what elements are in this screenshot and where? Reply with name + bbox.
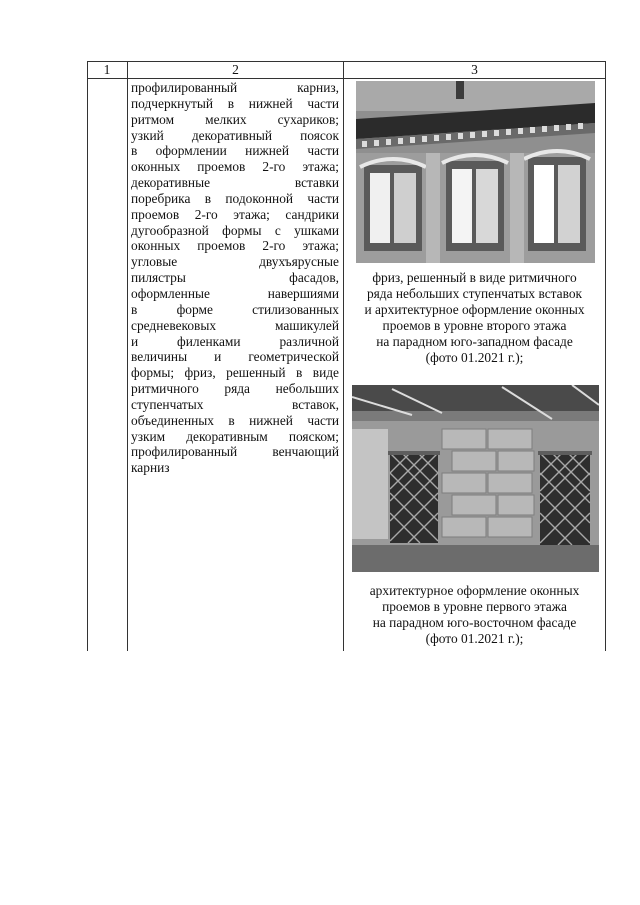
caption-line: (фото 01.2021 г.); bbox=[425, 349, 524, 365]
caption-line: фриз, решенный в виде ритмичного bbox=[372, 270, 577, 285]
text-line: средневековых машикулей bbox=[131, 317, 339, 333]
caption-line: архитектурное оформление оконных bbox=[369, 583, 580, 598]
photo-2-caption bbox=[344, 583, 605, 647]
text-line: дугообразной формы с ушками bbox=[131, 222, 339, 238]
caption-line: на парадном юго-восточном фасаде bbox=[372, 614, 577, 630]
text-line: величины и геометрической bbox=[131, 349, 339, 365]
caption-line: и архитектурное оформление оконных bbox=[364, 301, 585, 317]
table-left-border bbox=[87, 61, 88, 651]
text-line: оконных проемов 2-го этажа; bbox=[131, 238, 339, 254]
col1-col2-divider bbox=[127, 61, 128, 651]
table-right-border bbox=[605, 61, 606, 651]
caption-line: ряда небольших ступенчатых вставок bbox=[366, 285, 583, 301]
text-line: в оформлении нижней части bbox=[131, 143, 339, 159]
text-line: узкий декоративный поясок bbox=[131, 127, 339, 143]
text-line: объединенных в нижней части bbox=[131, 412, 339, 428]
caption-line: (фото 01.2021 г.); bbox=[425, 630, 524, 646]
caption-line: проемов в уровне первого этажа bbox=[382, 598, 567, 614]
text-line: декоративные вставки bbox=[131, 175, 339, 191]
caption-line: проемов в уровне второго этажа bbox=[382, 317, 567, 333]
text-line: оформленные навершиями bbox=[131, 285, 339, 301]
caption-line: на парадном юго-западном фасаде bbox=[376, 333, 573, 349]
text-line: в форме стилизованных bbox=[131, 301, 339, 317]
windows-photo-illustration bbox=[352, 385, 599, 572]
text-line: профилированный венчающий bbox=[131, 444, 339, 460]
text-line: узким декоративным пояском; bbox=[131, 428, 339, 444]
column-header-2: 2 bbox=[232, 62, 239, 77]
text-line: угловые двухъярусные bbox=[131, 254, 339, 270]
text-line: профилированный карниз, bbox=[131, 80, 339, 95]
column-2-description bbox=[131, 80, 339, 476]
column-header-1: 1 bbox=[103, 62, 111, 77]
text-line: формы; фриз, решенный в виде bbox=[131, 365, 339, 381]
facade-photo-illustration bbox=[356, 81, 595, 263]
text-line: карниз bbox=[131, 460, 170, 476]
text-line: проемов 2-го этажа; сандрики bbox=[131, 206, 339, 222]
ground-floor-windows-photo bbox=[352, 385, 599, 572]
text-line: ступенчатых вставок, bbox=[131, 396, 339, 412]
text-line: подчеркнутый в нижней части bbox=[131, 95, 339, 111]
text-line: ритмичного ряда небольших bbox=[131, 381, 339, 397]
building-facade-photo bbox=[356, 81, 595, 263]
text-line: пилястры фасадов, bbox=[131, 270, 339, 286]
text-line: оконных проемов 2-го этажа; bbox=[131, 159, 339, 175]
text-line: поребрика в подоконной части bbox=[131, 190, 339, 206]
column-header-3: 3 bbox=[471, 62, 478, 77]
text-line: и филенками различной bbox=[131, 333, 339, 349]
photo-1-caption bbox=[344, 270, 605, 365]
text-line: ритмом мелких сухариков; bbox=[131, 111, 339, 127]
header-bottom-border bbox=[87, 78, 606, 79]
